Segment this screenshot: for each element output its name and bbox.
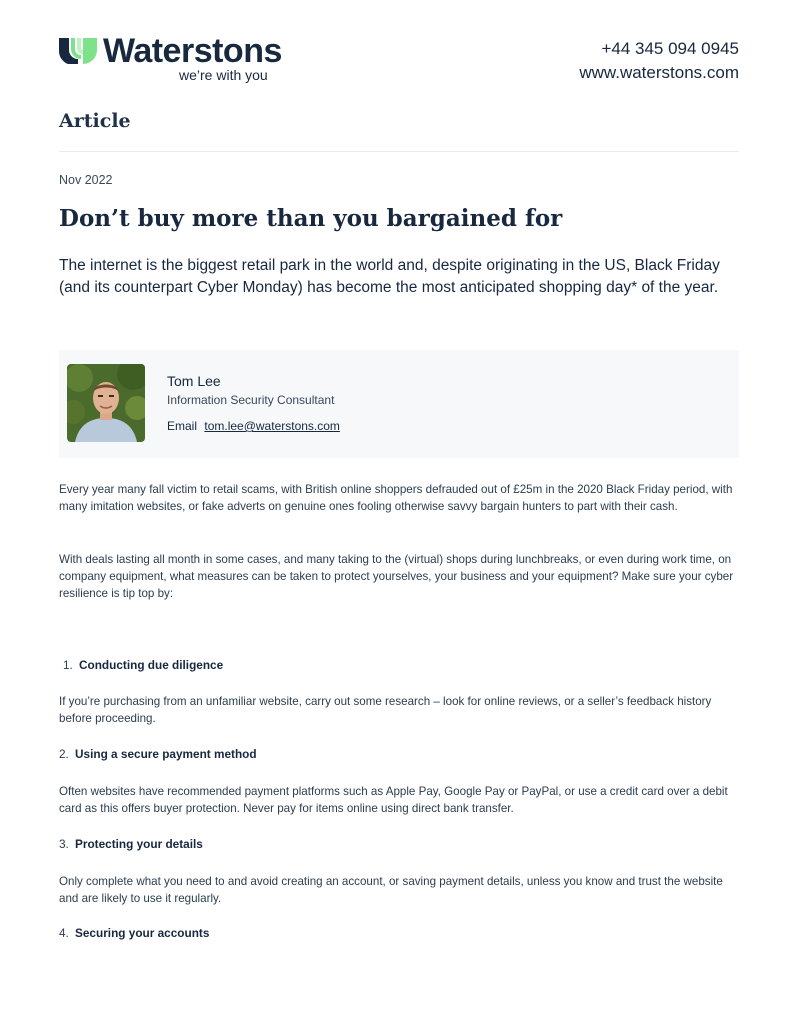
website-link[interactable]: www.waterstons.com [579, 63, 739, 82]
author-email-row [167, 419, 340, 433]
step-description: If you’re purchasing from an unfamiliar website, carry out some research – look for online reviews, or a seller’s feedback history before proceeding. [59, 695, 712, 725]
author-avatar [67, 364, 145, 442]
step-heading [59, 837, 203, 851]
article-date: Nov 2022 [59, 173, 113, 187]
step-number: 3. [59, 837, 69, 851]
step-heading [59, 926, 209, 940]
step-label: Conducting due diligence [79, 658, 224, 672]
waterstons-logo-icon [59, 38, 97, 64]
author-photo [67, 364, 145, 442]
section-label: Article [59, 110, 131, 132]
brand-tagline: we’re with you [179, 67, 268, 83]
divider [59, 151, 739, 152]
author-card [59, 350, 739, 458]
body-paragraph: Every year many fall victim to retail scams, with British online shoppers defrauded out of £25m in the 2020 Black Friday period, with many imitation websites, or fake adverts on genuine ones fooling otherwise savvy bargain hunters to part with their cash. [59, 483, 733, 513]
article-title: Don’t buy more than you bargained for [59, 205, 563, 232]
step-description: Often websites have recommended payment platforms such as Apple Pay, Google Pay or PayPal, or use a credit card over a debit card as this offers buyer protection. Never pay for items online using direct bank transfer. [59, 785, 728, 815]
article-intro: The internet is the biggest retail park in the world and, despite originating in the US, Black Friday (and its counterpart Cyber Monday) has become the most anticipated shopping day* of the year. [59, 257, 720, 296]
brand-name: Waterstons [103, 32, 282, 70]
step-number: 1. [63, 658, 73, 672]
email-label: Email [167, 419, 198, 433]
step-description: Only complete what you need to and avoid creating an account, or saving payment details, unless you know and trust the website and are likely to use it regularly. [59, 875, 723, 905]
step-number: 4. [59, 926, 69, 940]
step-heading [59, 747, 257, 761]
step-number: 2. [59, 747, 69, 761]
step-label: Securing your accounts [75, 926, 210, 940]
author-email-link[interactable]: tom.lee@waterstons.com [204, 419, 340, 433]
author-role: Information Security Consultant [167, 393, 335, 407]
step-label: Protecting your details [75, 837, 203, 851]
article-page [59, 0, 739, 1035]
body-paragraph: With deals lasting all month in some cases, and many taking to the (virtual) shops during lunchbreaks, or even during work time, on company equipment, what measures can be taken to protect yourselves, your business and your equipment? Make sure your cyber resilience is tip top by: [59, 553, 734, 600]
waterstons-logo[interactable] [59, 32, 319, 86]
contact-info [579, 37, 739, 85]
step-label: Using a secure payment method [75, 747, 257, 761]
phone-number[interactable]: +44 345 094 0945 [601, 39, 739, 58]
author-name: Tom Lee [167, 373, 221, 389]
step-heading [63, 658, 223, 672]
